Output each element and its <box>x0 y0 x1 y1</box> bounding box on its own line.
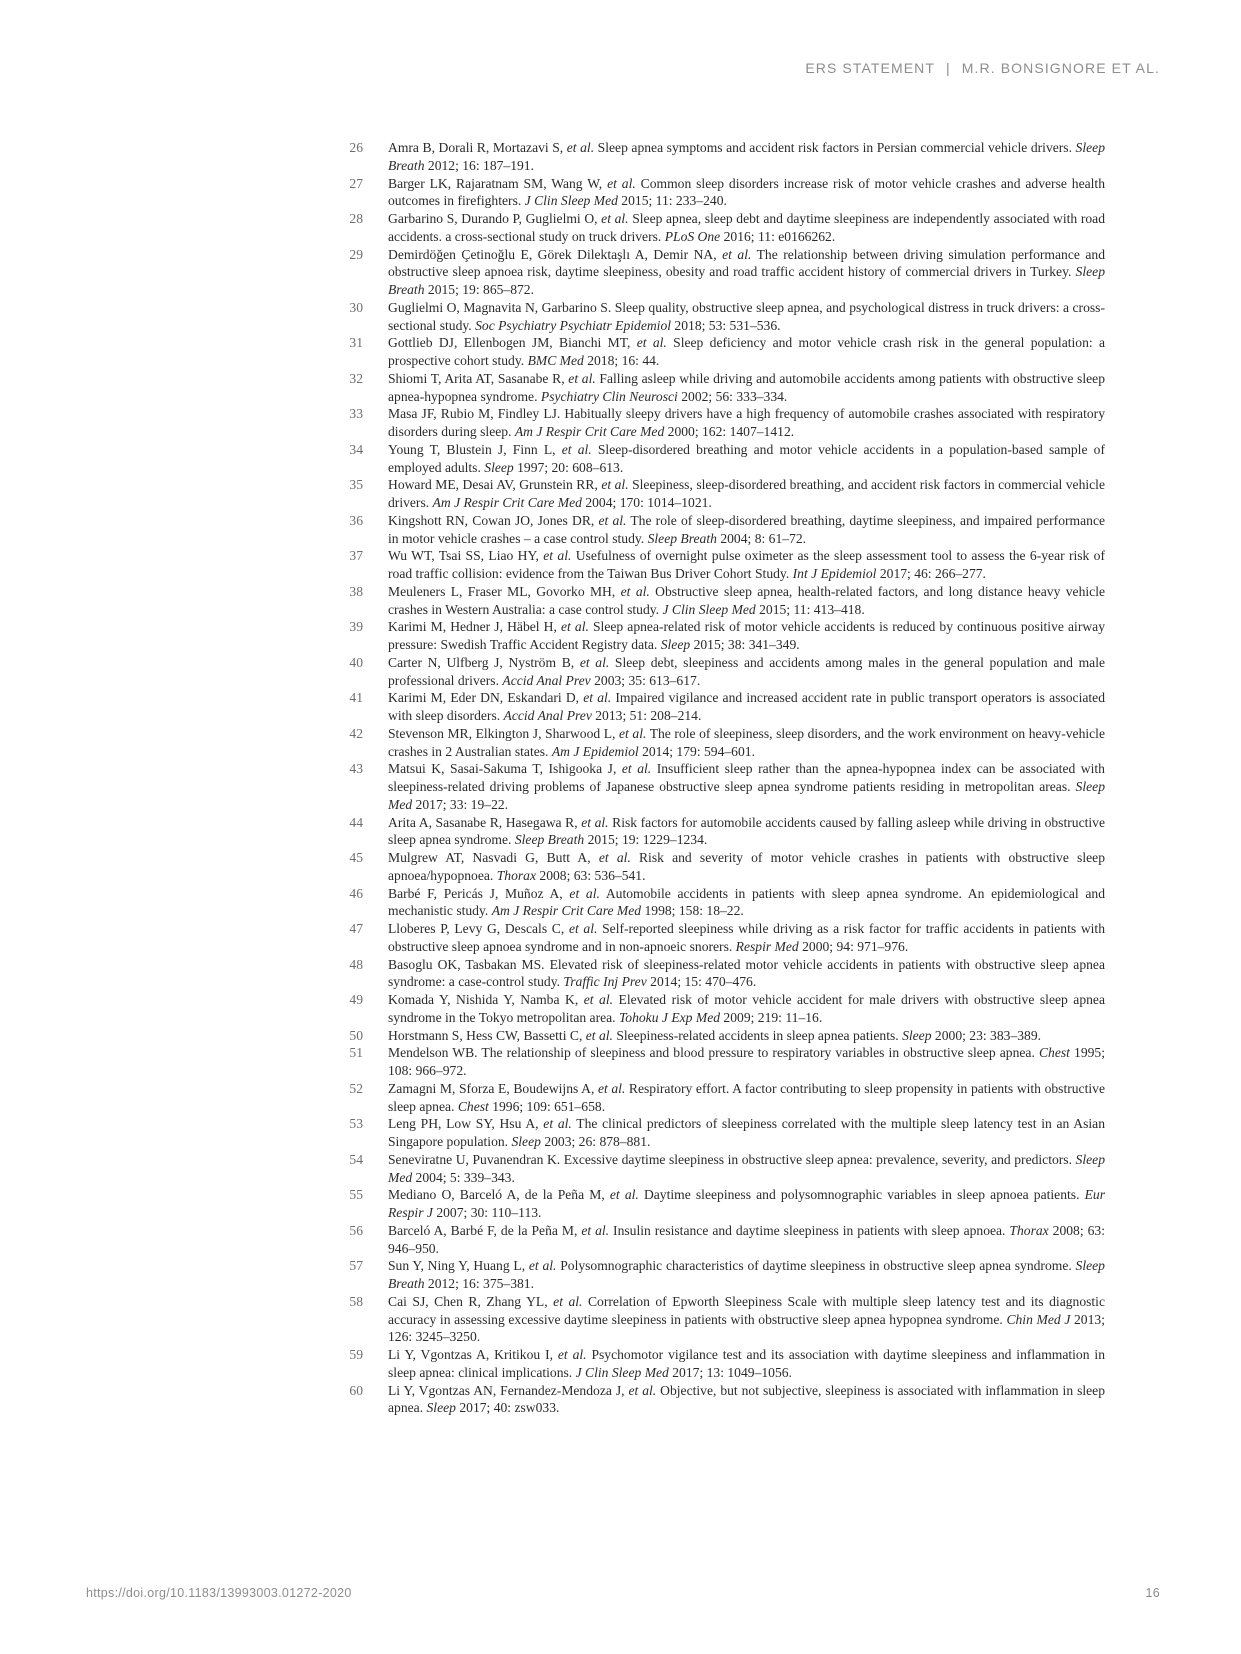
reference-number: 57 <box>349 1258 363 1274</box>
reference-number: 58 <box>349 1293 363 1309</box>
reference-item <box>330 512 1105 548</box>
reference-text: Wu WT, Tsai SS, Liao HY, et al. Usefulness of overnight pulse oximeter as the sleep assessment tool to assess the 6-year risk of road traffic collision: evidence from the Taiwan Bus Driver Cohort Study. Int J Epidemiol 2017; 46: 266–277. <box>388 548 1106 581</box>
reference-item <box>330 814 1105 850</box>
reference-item <box>330 1382 1105 1418</box>
reference-number: 32 <box>349 370 363 386</box>
reference-number: 37 <box>349 548 363 564</box>
reference-item <box>330 246 1105 299</box>
reference-text: Komada Y, Nishida Y, Namba K, et al. Elevated risk of motor vehicle accident for male drivers with obstructive sleep apnea syndrome in the Tokyo metropolitan area. Tohoku J Exp Med 2009; 219: 11–16. <box>388 992 1105 1025</box>
reference-item <box>330 760 1105 813</box>
reference-text: Barceló A, Barbé F, de la Peña M, et al. Insulin resistance and daytime sleepiness in patients with sleep apnoea. Thorax 2008; 63: 946–950. <box>388 1222 1105 1256</box>
reference-item <box>330 618 1105 654</box>
reference-number: 39 <box>349 619 363 635</box>
running-head-authors: M.R. BONSIGNORE ET AL. <box>961 60 1160 76</box>
reference-number: 30 <box>349 299 363 315</box>
reference-text: Guglielmi O, Magnavita N, Garbarino S. Sleep quality, obstructive sleep apnea, and psychological distress in truck drivers: a cross-sectional study. Soc Psychiatry Psychiatr Epidemiol 2018; 53: 531–536. <box>388 299 1105 333</box>
reference-item <box>330 175 1105 211</box>
reference-text: Gottlieb DJ, Ellenbogen JM, Bianchi MT, et al. Sleep deficiency and motor vehicle crash risk in the general population: a prospective cohort study. BMC Med 2018; 16: 44. <box>388 335 1106 368</box>
reference-text: Mulgrew AT, Nasvadi G, Butt A, et al. Risk and severity of motor vehicle crashes in patients with obstructive sleep apnoea/hypopnoea. Thorax 2008; 63: 536–541. <box>388 850 1105 883</box>
reference-number: 26 <box>349 140 363 155</box>
reference-text: Kingshott RN, Cowan JO, Jones DR, et al. The role of sleep-disordered breathing, daytime sleepiness, and impaired performance in motor vehicle crashes – a case control study. Sleep Breath 2004; 8: 61–72. <box>388 512 1106 546</box>
reference-number: 44 <box>349 814 363 830</box>
reference-number: 56 <box>349 1222 363 1238</box>
reference-item <box>330 1293 1105 1346</box>
reference-item <box>330 210 1105 246</box>
reference-number: 33 <box>349 406 363 422</box>
reference-text: Mediano O, Barceló A, de la Peña M, et al. Daytime sleepiness and polysomnographic variables in sleep apnoea patients. Eur Respir J 2007; 30: 110–113. <box>388 1187 1106 1220</box>
reference-text: Barger LK, Rajaratnam SM, Wang W, et al. Common sleep disorders increase risk of motor vehicle crashes and adverse health outcomes in firefighters. J Clin Sleep Med 2015; 11: 233–240. <box>388 175 1105 209</box>
reference-number: 47 <box>349 921 363 936</box>
reference-number: 36 <box>349 512 363 528</box>
reference-number: 50 <box>349 1027 363 1043</box>
reference-text: Garbarino S, Durando P, Guglielmi O, et al. Sleep apnea, sleep debt and daytime sleepiness are independently associated with road accidents. a cross-sectional study on truck drivers. PLoS One 2016; 11: e0166262. <box>388 211 1106 244</box>
reference-number: 35 <box>349 477 363 493</box>
reference-number: 27 <box>349 175 363 191</box>
reference-text: Li Y, Vgontzas A, Kritikou I, et al. Psychomotor vigilance test and its association with daytime sleepiness and inflammation in sleep apnea: clinical implications. J Clin Sleep Med 2017; 13: 1049–1056. <box>388 1347 1105 1380</box>
reference-text: Sun Y, Ning Y, Huang L, et al. Polysomnographic characteristics of daytime sleepiness in obstructive sleep apnea syndrome. Sleep Breath 2012; 16: 375–381. <box>388 1258 1105 1291</box>
reference-number: 45 <box>349 850 363 865</box>
reference-text: Arita A, Sasanabe R, Hasegawa R, et al. Risk factors for automobile accidents caused by falling asleep while driving in obstructive sleep apnea syndrome. Sleep Breath 2015; 19: 1229–1234. <box>388 814 1105 848</box>
reference-item <box>330 1186 1105 1222</box>
reference-item <box>330 1044 1105 1080</box>
reference-item <box>330 956 1105 992</box>
reference-text: Masa JF, Rubio M, Findley LJ. Habitually sleepy drivers have a high frequency of automobile crashes associated with respiratory disorders during sleep. Am J Respir Crit Care Med 2000; 162: 1407–1412. <box>388 406 1105 439</box>
reference-number: 49 <box>349 992 363 1007</box>
reference-text: Shiomi T, Arita AT, Sasanabe R, et al. Falling asleep while driving and automobile accidents among patients with obstructive sleep apnea-hypopnea syndrome. Psychiatry Clin Neurosci 2002; 56: 333–334. <box>388 370 1105 404</box>
reference-item <box>330 370 1105 406</box>
reference-text: Carter N, Ulfberg J, Nyström B, et al. Sleep debt, sleepiness and accidents among males in the general population and male professional drivers. Accid Anal Prev 2003; 35: 613–617. <box>388 654 1106 688</box>
reference-number: 46 <box>349 885 363 901</box>
reference-item <box>330 920 1105 956</box>
reference-item <box>330 334 1105 370</box>
reference-item <box>330 299 1105 335</box>
reference-text: Zamagni M, Sforza E, Boudewijns A, et al. Respiratory effort. A factor contributing to sleep propensity in patients with obstructive sleep apnea. Chest 1996; 109: 651–658. <box>388 1080 1105 1114</box>
reference-number: 31 <box>349 335 363 351</box>
doi-link[interactable]: https://doi.org/10.1183/13993003.01272-2020 <box>86 1586 352 1600</box>
reference-text: Leng PH, Low SY, Hsu A, et al. The clinical predictors of sleepiness correlated with the multiple sleep latency test in an Asian Singapore population. Sleep 2003; 26: 878–881. <box>388 1116 1106 1149</box>
reference-text: Young T, Blustein J, Finn L, et al. Sleep-disordered breathing and motor vehicle accidents in a population-based sample of employed adults. Sleep 1997; 20: 608–613. <box>388 441 1105 475</box>
reference-number: 43 <box>349 761 363 777</box>
reference-text: Li Y, Vgontzas AN, Fernandez-Mendoza J, et al. Objective, but not subjective, sleepiness is associated with inflammation in sleep apnea. Sleep 2017; 40: zsw033. <box>388 1382 1105 1416</box>
reference-item <box>330 547 1105 583</box>
reference-text: Stevenson MR, Elkington J, Sharwood L, et al. The role of sleepiness, sleep disorders, and the work environment on heavy-vehicle crashes in 2 Australian states. Am J Epidemiol 2014; 179: 594–601. <box>388 725 1105 759</box>
reference-number: 55 <box>349 1187 363 1203</box>
reference-number: 40 <box>349 654 363 670</box>
reference-text: Mendelson WB. The relationship of sleepiness and blood pressure to respiratory variables in obstructive sleep apnea. Chest 1995; 108: 966–972. <box>388 1045 1106 1078</box>
page-number: 16 <box>1145 1586 1160 1600</box>
reference-item <box>330 1027 1105 1045</box>
reference-text: Howard ME, Desai AV, Grunstein RR, et al. Sleepiness, sleep-disordered breathing, and accident risk factors in commercial vehicle drivers. Am J Respir Crit Care Med 2004; 170: 1014–1021. <box>388 477 1105 510</box>
reference-number: 53 <box>349 1116 363 1132</box>
reference-text: Lloberes P, Levy G, Descals C, et al. Self-reported sleepiness while driving as a risk factor for traffic accidents in patients with obstructive sleep apnoea syndrome and in non-apnoeic snorers. Respir Med 2000; 94: 971–976. <box>388 921 1105 954</box>
reference-number: 54 <box>349 1151 363 1167</box>
reference-number: 59 <box>349 1347 363 1362</box>
reference-text: Karimi M, Eder DN, Eskandari D, et al. Impaired vigilance and increased accident rate in public transport operators is associated with sleep disorders. Accid Anal Prev 2013; 51: 208–214. <box>388 690 1105 723</box>
reference-number: 51 <box>349 1045 363 1061</box>
reference-item <box>330 1115 1105 1151</box>
reference-number: 41 <box>349 690 363 706</box>
reference-item <box>330 849 1105 885</box>
reference-number: 60 <box>349 1382 363 1398</box>
running-head-separator: | <box>946 60 951 76</box>
reference-number: 52 <box>349 1080 363 1096</box>
reference-text: Matsui K, Sasai-Sakuma T, Ishigooka J, et al. Insufficient sleep rather than the apnea-hypopnea index can be associated with sleepiness-related driving problems of Japanese obstructive sleep apnea syndrome patients residing in metropolitan areas. Sleep Med 2017; 33: 19–22. <box>388 761 1105 812</box>
reference-number: 34 <box>349 441 363 457</box>
reference-text: Amra B, Dorali R, Mortazavi S, et al. Sleep apnea symptoms and accident risk factors in Persian commercial vehicle drivers. Sleep Breath 2012; 16: 187–191. <box>388 140 1105 173</box>
running-head <box>805 60 1160 76</box>
reference-item <box>330 885 1105 921</box>
reference-item <box>330 1257 1105 1293</box>
reference-item <box>330 139 1105 175</box>
reference-item <box>330 725 1105 761</box>
reference-text: Horstmann S, Hess CW, Bassetti C, et al. Sleepiness-related accidents in sleep apnea patients. Sleep 2000; 23: 383–389. <box>388 1027 1042 1043</box>
reference-number: 42 <box>349 725 363 741</box>
reference-item <box>330 654 1105 690</box>
reference-text: Cai SJ, Chen R, Zhang YL, et al. Correlation of Epworth Sleepiness Scale with multiple sleep latency test and its diagnostic accuracy in assessing excessive daytime sleepiness in patients with obstructive sleep apnea hypopnea syndrome. Chin Med J 2013; 126: 3245–3250. <box>388 1293 1105 1345</box>
reference-number: 29 <box>349 246 363 262</box>
reference-text: Barbé F, Pericás J, Muñoz A, et al. Automobile accidents in patients with sleep apnea syndrome. An epidemiological and mechanistic study. Am J Respir Crit Care Med 1998; 158: 18–22. <box>388 885 1105 919</box>
reference-item <box>330 441 1105 477</box>
running-head-title: ERS STATEMENT <box>805 60 936 76</box>
reference-number: 38 <box>349 583 363 599</box>
reference-item <box>330 1151 1105 1187</box>
reference-text: Basoglu OK, Tasbakan MS. Elevated risk of sleepiness-related motor vehicle accidents in patients with obstructive sleep apnea syndrome: a case-control study. Traffic Inj Prev 2014; 15: 470–476. <box>388 956 1105 990</box>
reference-item <box>330 991 1105 1027</box>
reference-item <box>330 405 1105 441</box>
reference-item <box>330 1346 1105 1382</box>
reference-text: Meuleners L, Fraser ML, Govorko MH, et al. Obstructive sleep apnea, health-related factors, and long distance heavy vehicle crashes in Western Australia: a case control study. J Clin Sleep Med 2015; 11: 413–418. <box>388 583 1106 617</box>
reference-number: 28 <box>349 211 363 226</box>
reference-text: Seneviratne U, Puvanendran K. Excessive daytime sleepiness in obstructive sleep apnea: prevalence, severity, and predictors. Sleep Med 2004; 5: 339–343. <box>388 1151 1105 1185</box>
reference-text: Karimi M, Hedner J, Häbel H, et al. Sleep apnea-related risk of motor vehicle accidents is reduced by continuous positive airway pressure: Swedish Traffic Accident Registry data. Sleep 2015; 38: 341–349. <box>388 619 1105 652</box>
reference-number: 48 <box>349 956 363 972</box>
reference-item <box>330 1080 1105 1116</box>
reference-item <box>330 689 1105 725</box>
references-list <box>330 139 1105 1417</box>
reference-item <box>330 583 1105 619</box>
reference-item <box>330 1222 1105 1258</box>
reference-text: Demirdöğen Çetinoğlu E, Görek Dilektaşlı A, Demir NA, et al. The relationship between driving simulation performance and obstructive sleep apnoea risk, daytime sleepiness, obesity and road traffic accident history of commercial drivers in Turkey. Sleep Breath 2015; 19: 865–872. <box>388 246 1106 297</box>
reference-item <box>330 476 1105 512</box>
